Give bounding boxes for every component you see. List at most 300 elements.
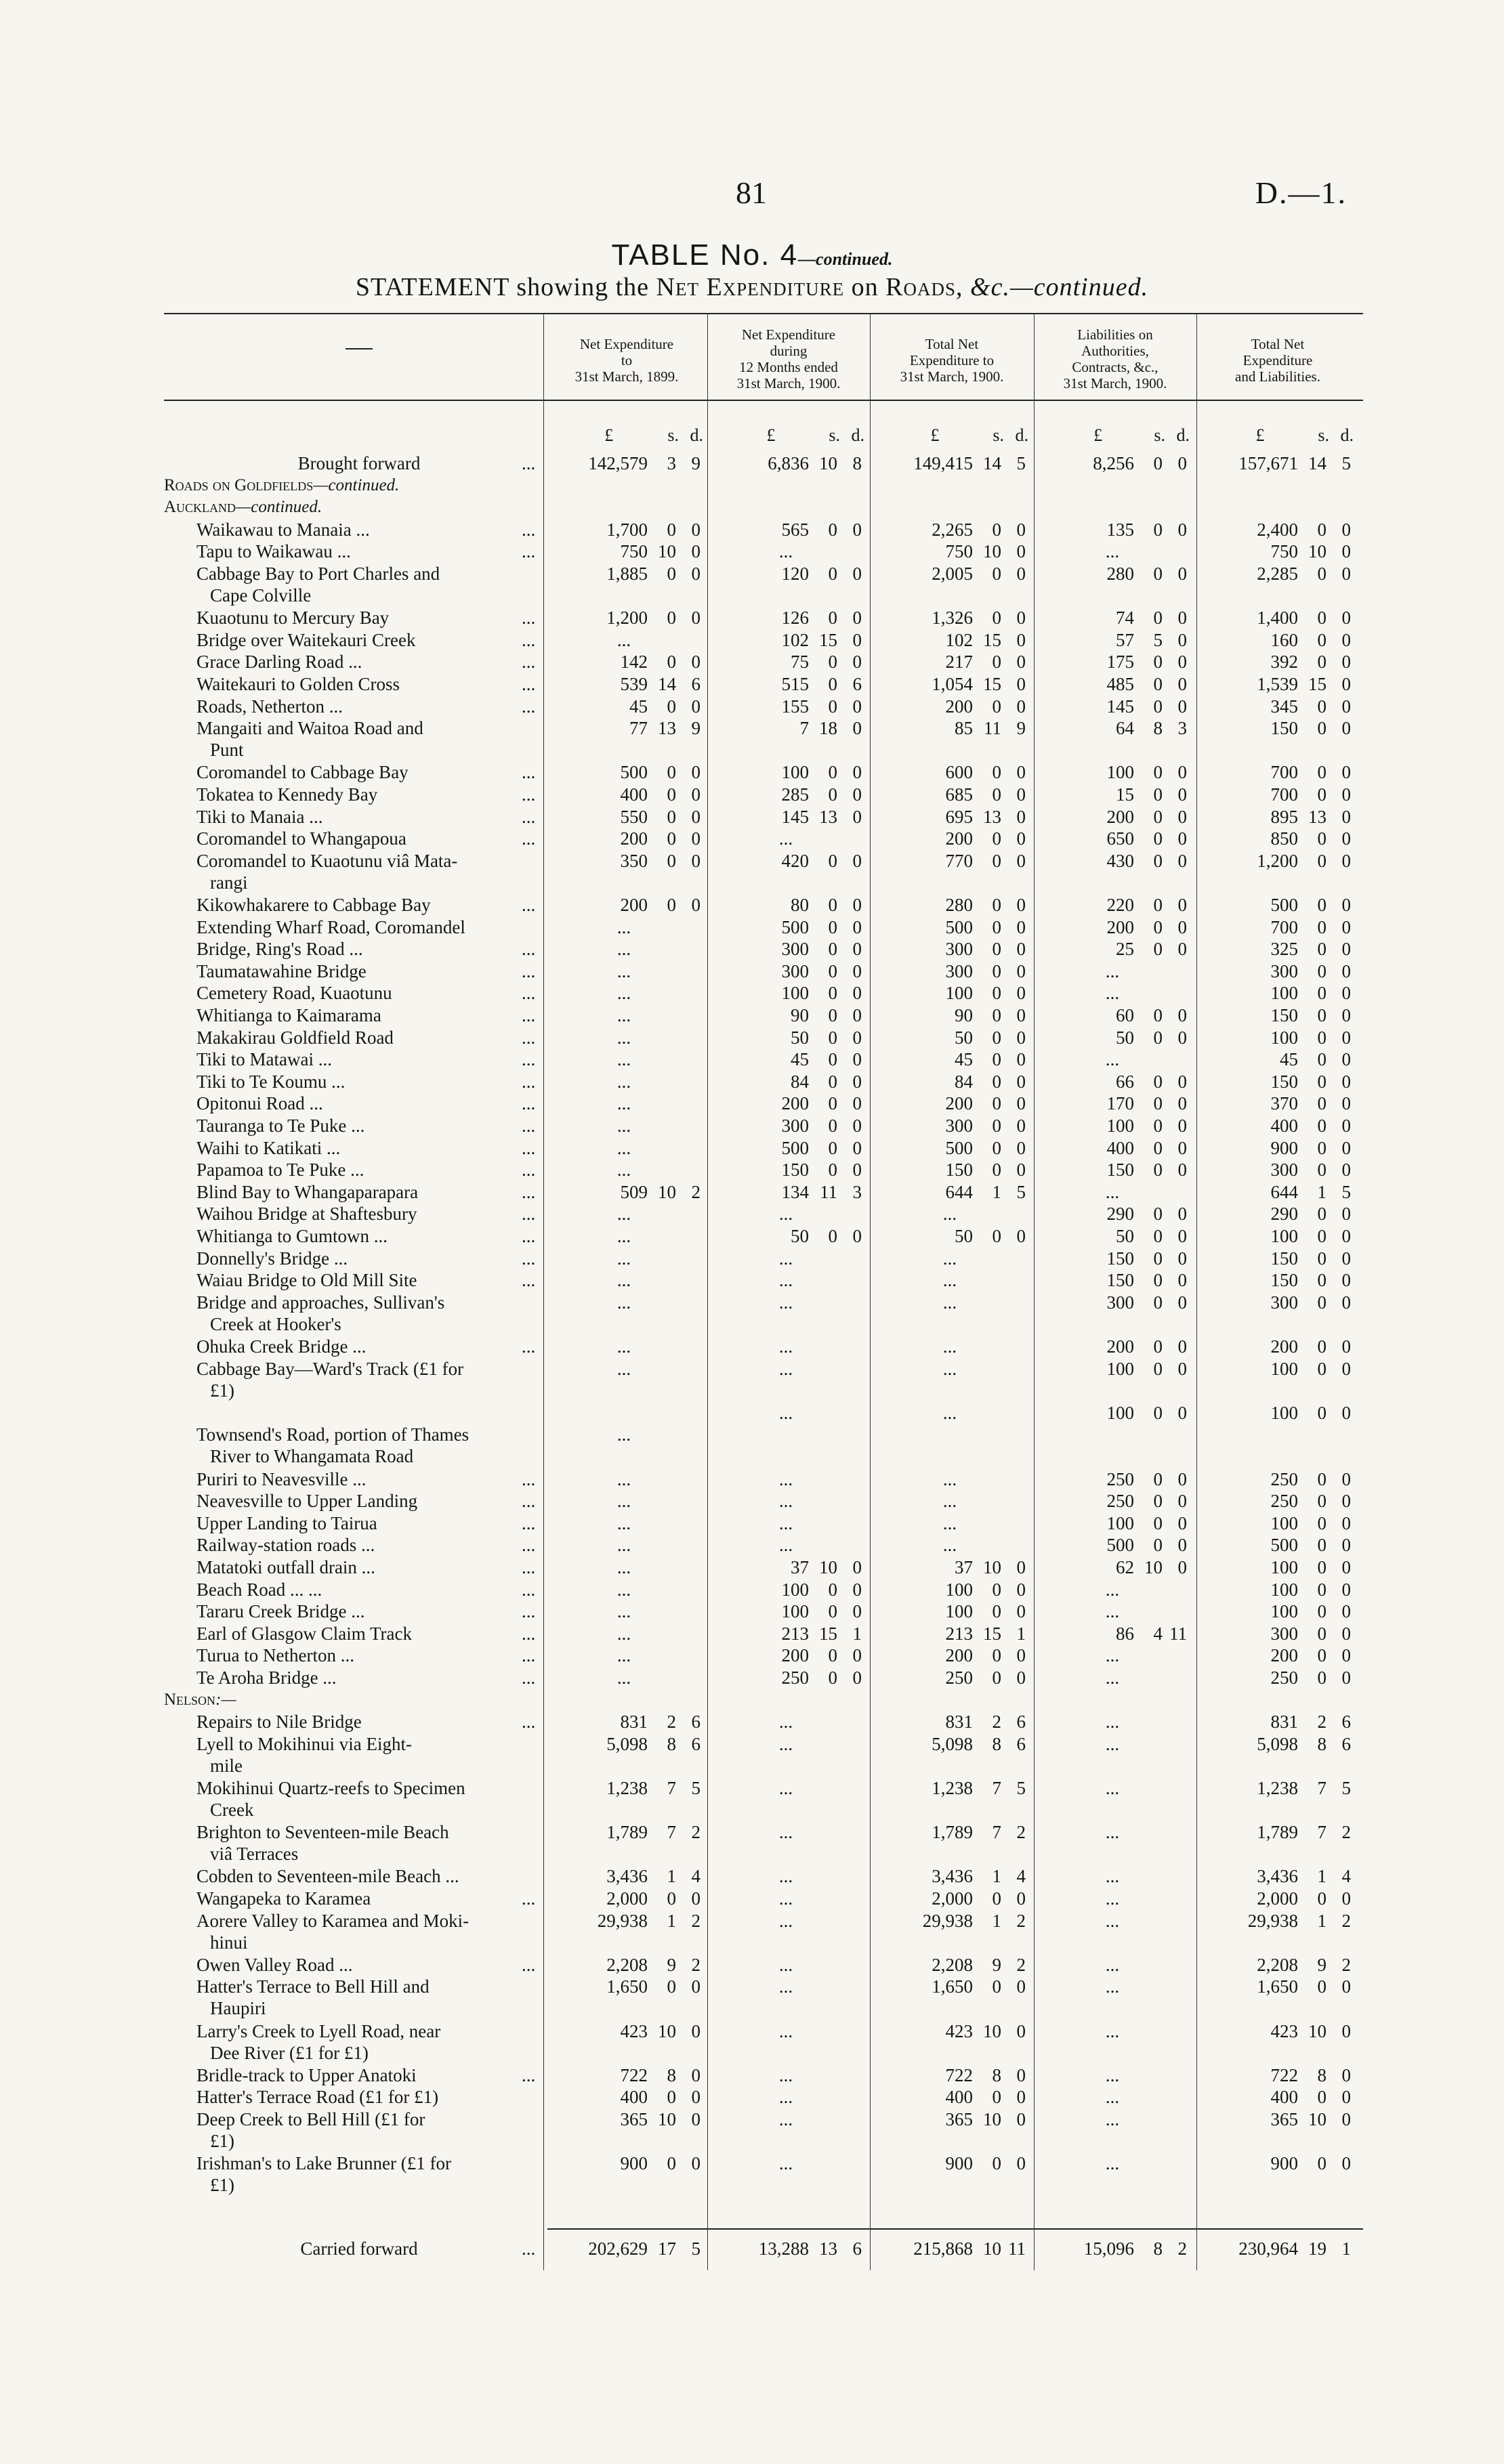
leader-dots: ... [522, 828, 536, 849]
leader-dots: ... [522, 1512, 536, 1533]
amount-pounds: 100 [1270, 1027, 1298, 1048]
amount-pence: 0 [852, 1668, 862, 1688]
amount-pounds: 150 [781, 1160, 809, 1181]
amount-shillings: 15 [819, 629, 837, 650]
row-label [196, 1292, 535, 1335]
amount-pence: 0 [1341, 1049, 1351, 1070]
amount-pounds: 750 [945, 541, 973, 562]
amount-pence: 0 [1016, 696, 1026, 717]
amount-pence: 0 [1016, 564, 1026, 584]
row-label-line: Deep Creek to Bell Hill (£1 for [196, 2109, 425, 2129]
amount-shillings: 0 [1153, 1204, 1163, 1225]
empty-entry: ... [942, 1535, 957, 1556]
amount-pounds: 134 [781, 1181, 809, 1202]
amount-shillings: 0 [992, 1049, 1001, 1070]
amount-pounds: 900 [945, 2153, 973, 2174]
amount-pounds: 145 [781, 806, 809, 827]
amount-shillings: 19 [1308, 2238, 1327, 2259]
amount-pence: 0 [1016, 652, 1026, 673]
empty-entry: ... [617, 983, 631, 1004]
amount-shillings: 0 [992, 895, 1001, 915]
amount-shillings: 0 [1153, 674, 1163, 694]
section-name: Nelson [164, 1690, 216, 1709]
amount-pounds: 831 [945, 1712, 973, 1733]
row-label: Kikowhakarere to Cabbage Bay [196, 895, 431, 915]
amount-pence: 0 [1016, 1049, 1026, 1070]
amount-pence: 0 [852, 608, 862, 629]
row-label [196, 2108, 535, 2152]
amount-pence: 2 [1341, 1954, 1351, 1975]
amount-shillings: 0 [1317, 2153, 1327, 2174]
row-label-continuation: mile [210, 1755, 243, 1776]
row-label: Repairs to Nile Bridge [196, 1712, 362, 1733]
column-header-line: Net Expenditure [741, 326, 836, 343]
amount-pounds: 200 [781, 1645, 809, 1666]
amount-pounds: 500 [1270, 895, 1298, 915]
amount-pence: 0 [1341, 983, 1351, 1004]
amount-pence: 0 [1016, 1071, 1026, 1092]
amount-pence: 0 [1016, 1557, 1026, 1577]
amount-shillings: 0 [828, 1137, 837, 1158]
amount-shillings: 0 [828, 608, 837, 629]
amount-pence: 0 [1177, 1535, 1187, 1556]
leader-dots: ... [522, 1336, 536, 1357]
amount-pounds: 420 [781, 850, 809, 871]
amount-pounds: 142 [620, 652, 648, 673]
amount-pence: 0 [1016, 1116, 1026, 1136]
amount-pounds: 500 [1270, 1535, 1298, 1556]
amount-pounds: 2,285 [1257, 564, 1298, 584]
amount-shillings: 0 [667, 652, 676, 673]
amount-pounds: 100 [1270, 1557, 1298, 1577]
amount-shillings: 0 [667, 696, 676, 717]
amount-pence: 0 [1341, 1668, 1351, 1688]
amount-pounds: 57 [1116, 629, 1134, 650]
empty-entry: ... [1105, 2087, 1120, 2108]
amount-shillings: 0 [1317, 2087, 1327, 2108]
amount-pounds: 155 [781, 696, 809, 717]
amount-pence: 0 [691, 828, 701, 849]
amount-pounds: 300 [945, 939, 973, 960]
amount-pounds: 290 [1106, 1204, 1134, 1225]
amount-pounds: 430 [1106, 850, 1134, 871]
amount-pence: 0 [1341, 1005, 1351, 1025]
amount-shillings: 15 [819, 1623, 837, 1644]
amount-shillings: 0 [1317, 1093, 1327, 1114]
amount-shillings: 13 [819, 2238, 837, 2259]
amount-pounds: 149,415 [913, 453, 973, 473]
empty-entry: ... [778, 1822, 793, 1843]
unit-pound: £ [766, 425, 776, 445]
amount-pence: 0 [1177, 1071, 1187, 1092]
amount-shillings: 0 [1153, 1248, 1163, 1269]
amount-pounds: 200 [945, 1645, 973, 1666]
amount-pounds: 1,885 [606, 564, 648, 584]
amount-pounds: 1,200 [606, 608, 648, 629]
amount-pounds: 60 [1116, 1005, 1134, 1025]
amount-shillings: 0 [1317, 1336, 1327, 1357]
amount-pence: 1 [852, 1623, 862, 1644]
amount-pence: 0 [1341, 762, 1351, 783]
amount-shillings: 0 [992, 983, 1001, 1004]
amount-pounds: 200 [1270, 1336, 1298, 1357]
statement-caps: Net Expenditure [656, 273, 845, 301]
amount-shillings: 0 [1317, 1888, 1327, 1909]
amount-pence: 0 [852, 1601, 862, 1622]
empty-entry: ... [617, 1204, 631, 1225]
amount-pence: 9 [1016, 718, 1026, 739]
amount-shillings: 10 [658, 2109, 676, 2129]
amount-shillings: 0 [992, 916, 1001, 937]
amount-pence: 0 [852, 1557, 862, 1577]
amount-shillings: 8 [1317, 1733, 1327, 1754]
column-header-c5 [1198, 336, 1358, 385]
leader-dots: ... [522, 895, 536, 915]
amount-shillings: 4 [1153, 1623, 1163, 1644]
empty-entry: ... [1105, 1049, 1120, 1070]
amount-shillings: 17 [658, 2238, 676, 2259]
amount-shillings: 8 [992, 1733, 1001, 1754]
empty-entry: ... [617, 1292, 631, 1313]
empty-entry: ... [778, 1733, 793, 1754]
empty-entry: ... [942, 1491, 957, 1512]
amount-shillings: 0 [1317, 960, 1327, 981]
amount-pounds: 15 [1116, 784, 1134, 805]
column-divider [1196, 313, 1197, 2270]
row-label: Donnelly's Bridge ... [196, 1248, 348, 1269]
amount-pence: 0 [1341, 1623, 1351, 1644]
amount-pounds: 213 [945, 1623, 973, 1644]
amount-pounds: 100 [945, 1579, 973, 1600]
amount-shillings: 10 [819, 453, 837, 473]
empty-entry: ... [617, 1116, 631, 1136]
amount-pounds: 100 [1270, 983, 1298, 1004]
amount-pence: 0 [1341, 1535, 1351, 1556]
amount-pence: 0 [1341, 674, 1351, 694]
empty-entry: ... [942, 1270, 957, 1291]
amount-pounds: 1,326 [932, 608, 973, 629]
amount-shillings: 9 [1317, 1954, 1327, 1975]
amount-pence: 0 [1341, 1027, 1351, 1048]
amount-shillings: 0 [667, 1976, 676, 1997]
empty-entry: ... [1105, 1668, 1120, 1688]
amount-shillings: 0 [992, 1226, 1001, 1246]
row-label: Upper Landing to Tairua [196, 1512, 377, 1533]
amount-pounds: 300 [1270, 1292, 1298, 1313]
amount-pounds: 215,868 [913, 2238, 973, 2259]
amount-pence: 0 [1177, 1468, 1187, 1489]
amount-shillings: 0 [992, 2087, 1001, 2108]
amount-shillings: 0 [1317, 608, 1327, 629]
empty-entry: ... [617, 1049, 631, 1070]
amount-pounds: 100 [1106, 1116, 1134, 1136]
amount-pence: 0 [1177, 895, 1187, 915]
amount-pence: 0 [1177, 652, 1187, 673]
amount-pence: 0 [852, 1093, 862, 1114]
amount-shillings: 0 [828, 1116, 837, 1136]
amount-pounds: 135 [1106, 519, 1134, 540]
amount-pence: 0 [1177, 1512, 1187, 1533]
amount-pounds: 300 [1270, 960, 1298, 981]
amount-shillings: 0 [828, 916, 837, 937]
empty-entry: ... [1105, 2153, 1120, 2174]
row-label [196, 1777, 535, 1821]
amount-pence: 9 [691, 453, 701, 473]
amount-pounds: 1,789 [932, 1822, 973, 1843]
amount-pence: 0 [1016, 1093, 1026, 1114]
amount-pence: 0 [1341, 850, 1351, 871]
amount-pounds: 900 [1270, 2153, 1298, 2174]
amount-pounds: 300 [945, 1116, 973, 1136]
amount-shillings: 0 [828, 1005, 837, 1025]
row-label: Bridge, Ring's Road ... [196, 939, 363, 960]
amount-shillings: 13 [1308, 806, 1327, 827]
amount-pence: 6 [852, 2238, 862, 2259]
amount-pounds: 550 [620, 806, 648, 827]
amount-pence: 0 [1341, 1226, 1351, 1246]
leader-dots: ... [522, 1005, 536, 1025]
amount-pounds: 300 [1106, 1292, 1134, 1313]
table-top-rule [164, 313, 1363, 314]
amount-pence: 0 [852, 1137, 862, 1158]
row-label: Tiki to Matawai ... [196, 1049, 333, 1070]
amount-pence: 0 [1177, 1358, 1187, 1379]
amount-shillings: 0 [1317, 696, 1327, 717]
amount-pounds: 66 [1116, 1071, 1134, 1092]
amount-pounds: 500 [1106, 1535, 1134, 1556]
amount-shillings: 0 [1153, 916, 1163, 937]
amount-shillings: 0 [1153, 1116, 1163, 1136]
amount-pounds: 50 [955, 1226, 973, 1246]
amount-shillings: 8 [1153, 718, 1163, 739]
amount-pence: 0 [1177, 1336, 1187, 1357]
amount-pence: 0 [1016, 1601, 1026, 1622]
amount-shillings: 0 [828, 696, 837, 717]
row-label: Makakirau Goldfield Road [196, 1027, 394, 1048]
column-header-line: Contracts, &c., [1072, 359, 1158, 375]
amount-pounds: 45 [955, 1049, 973, 1070]
amount-shillings: 0 [1317, 1049, 1327, 1070]
amount-pence: 11 [1169, 1623, 1187, 1644]
amount-pence: 0 [1341, 916, 1351, 937]
amount-shillings: 0 [1317, 1402, 1327, 1423]
amount-pence: 0 [1341, 1248, 1351, 1269]
amount-pence: 0 [1341, 1292, 1351, 1313]
empty-entry: ... [1105, 1866, 1120, 1887]
amount-shillings: 0 [1317, 983, 1327, 1004]
amount-pence: 0 [1177, 1270, 1187, 1291]
column-header-line: 31st March, 1900. [900, 368, 1004, 385]
amount-shillings: 0 [1317, 1358, 1327, 1379]
amount-shillings: 0 [828, 983, 837, 1004]
column-header-line: during [770, 343, 808, 359]
amount-pence: 0 [1177, 453, 1187, 473]
amount-pounds: 300 [1270, 1160, 1298, 1181]
empty-entry: ... [778, 1270, 793, 1291]
row-label: Waihi to Katikati ... [196, 1137, 341, 1158]
leader-dots: ... [522, 1645, 536, 1666]
amount-shillings: 0 [667, 608, 676, 629]
row-label [196, 850, 535, 893]
amount-shillings: 0 [1153, 652, 1163, 673]
amount-shillings: 0 [828, 895, 837, 915]
amount-pounds: 230,964 [1238, 2238, 1298, 2259]
empty-entry: ... [1105, 2020, 1120, 2041]
amount-shillings: 0 [992, 1601, 1001, 1622]
amount-pounds: 539 [620, 674, 648, 694]
row-label: Te Aroha Bridge ... [196, 1668, 337, 1688]
row-label: Turua to Netherton ... [196, 1645, 354, 1666]
empty-entry: ... [778, 1888, 793, 1909]
amount-pence: 0 [1341, 784, 1351, 805]
amount-pence: 0 [1177, 1027, 1187, 1048]
amount-pounds: 2,000 [932, 1888, 973, 1909]
amount-shillings: 13 [819, 806, 837, 827]
table-title-main: TABLE No. 4 [611, 238, 799, 272]
empty-entry: ... [617, 1491, 631, 1512]
amount-pence: 0 [1177, 564, 1187, 584]
amount-shillings: 0 [828, 1093, 837, 1114]
amount-pounds: 45 [791, 1049, 809, 1070]
amount-shillings: 10 [983, 2109, 1001, 2129]
amount-pence: 0 [1016, 1160, 1026, 1181]
leader-dots: ... [522, 696, 536, 717]
amount-pence: 0 [1341, 608, 1351, 629]
amount-pence: 0 [852, 1027, 862, 1048]
amount-pounds: 300 [781, 939, 809, 960]
unit-shillings: s. [667, 425, 679, 445]
amount-pence: 0 [852, 1645, 862, 1666]
amount-pence: 0 [1177, 1160, 1187, 1181]
empty-entry: ... [1105, 2109, 1120, 2129]
amount-shillings: 2 [1317, 1712, 1327, 1733]
amount-shillings: 0 [992, 1005, 1001, 1025]
amount-pounds: 685 [945, 784, 973, 805]
row-label: Cobden to Seventeen-mile Beach ... [196, 1866, 459, 1887]
empty-entry: ... [778, 1866, 793, 1887]
empty-entry: ... [617, 1512, 631, 1533]
amount-pounds: 200 [945, 1093, 973, 1114]
column-header-line: 31st March, 1899. [575, 368, 679, 385]
section-name: Auckland [164, 498, 236, 517]
statement-prefix: STATEMENT showing the [355, 273, 650, 301]
row-label [196, 1910, 535, 1953]
amount-pounds: 290 [1270, 1204, 1298, 1225]
amount-shillings: 0 [1153, 1137, 1163, 1158]
amount-shillings: 0 [1153, 1336, 1163, 1357]
amount-pence: 4 [691, 1866, 701, 1887]
amount-pence: 0 [691, 850, 701, 871]
amount-pounds: 500 [945, 1137, 973, 1158]
amount-pence: 0 [1341, 1093, 1351, 1114]
amount-pence: 0 [1341, 1468, 1351, 1489]
amount-pence: 0 [1341, 718, 1351, 739]
row-label-continuation: £1) [210, 2175, 234, 2196]
amount-pence: 0 [1341, 2087, 1351, 2108]
amount-shillings: 0 [667, 564, 676, 584]
amount-pounds: 250 [1106, 1468, 1134, 1489]
amount-pounds: 175 [1106, 652, 1134, 673]
amount-shillings: 0 [1153, 762, 1163, 783]
amount-pence: 0 [1341, 939, 1351, 960]
row-label-line: Brighton to Seventeen-mile Beach [196, 1822, 449, 1843]
amount-shillings: 0 [992, 696, 1001, 717]
amount-shillings: 0 [828, 652, 837, 673]
amount-pounds: 84 [791, 1071, 809, 1092]
amount-shillings: 10 [658, 1181, 676, 1202]
amount-pounds: 150 [1270, 1270, 1298, 1291]
amount-shillings: 0 [828, 564, 837, 584]
amount-shillings: 1 [992, 1181, 1001, 1202]
unit-pound: £ [604, 425, 614, 445]
amount-shillings: 0 [992, 1071, 1001, 1092]
empty-entry: ... [1105, 1888, 1120, 1909]
leader-dots: ... [522, 1116, 536, 1136]
row-label: Roads, Netherton ... [196, 696, 343, 717]
amount-shillings: 7 [992, 1822, 1001, 1843]
amount-pence: 0 [1177, 916, 1187, 937]
amount-pounds: 100 [1106, 1512, 1134, 1533]
amount-shillings: 1 [667, 1866, 676, 1887]
amount-shillings: 0 [1317, 916, 1327, 937]
amount-pence: 0 [1341, 1888, 1351, 1909]
amount-shillings: 2 [992, 1712, 1001, 1733]
amount-shillings: 0 [1317, 939, 1327, 960]
amount-pounds: 300 [1270, 1623, 1298, 1644]
amount-shillings: 0 [667, 895, 676, 915]
amount-shillings: 0 [1153, 1512, 1163, 1533]
amount-pounds: 200 [781, 1093, 809, 1114]
amount-pence: 0 [1341, 519, 1351, 540]
amount-pence: 0 [1016, 674, 1026, 694]
amount-pounds: 100 [1270, 1226, 1298, 1246]
row-label: Papamoa to Te Puke ... [196, 1160, 364, 1181]
amount-pounds: 200 [1270, 1645, 1298, 1666]
amount-shillings: 0 [1317, 828, 1327, 849]
amount-pounds: 15,096 [1083, 2238, 1134, 2259]
empty-entry: ... [1105, 1733, 1120, 1754]
amount-pounds: 644 [945, 1181, 973, 1202]
amount-pence: 0 [1016, 939, 1026, 960]
amount-shillings: 2 [667, 1712, 676, 1733]
amount-pounds: 5,098 [606, 1733, 648, 1754]
amount-shillings: 0 [1153, 806, 1163, 827]
empty-entry: ... [942, 1358, 957, 1379]
amount-pounds: 1,539 [1257, 674, 1298, 694]
amount-pence: 6 [852, 674, 862, 694]
header-dash [346, 348, 373, 349]
amount-pounds: 365 [945, 2109, 973, 2129]
section-label [164, 1689, 503, 1711]
row-label: Waikawau to Manaia ... [196, 519, 370, 540]
row-label: Railway-station roads ... [196, 1535, 375, 1556]
amount-pence: 0 [1341, 1512, 1351, 1533]
document-reference: D.—1. [1255, 175, 1347, 210]
amount-pence: 5 [1341, 1778, 1351, 1798]
amount-pounds: 145 [1106, 696, 1134, 717]
amount-shillings: 10 [658, 541, 676, 562]
unit-pound: £ [1255, 425, 1265, 445]
table-title-suffix: —continued. [798, 249, 893, 269]
amount-pence: 0 [1341, 895, 1351, 915]
amount-pounds: 85 [955, 718, 973, 739]
amount-shillings: 8 [667, 1733, 676, 1754]
amount-pence: 0 [1341, 1601, 1351, 1622]
amount-pence: 0 [1016, 762, 1026, 783]
amount-shillings: 0 [992, 1888, 1001, 1909]
amount-shillings: 0 [1153, 1292, 1163, 1313]
amount-pence: 2 [1177, 2238, 1187, 2259]
